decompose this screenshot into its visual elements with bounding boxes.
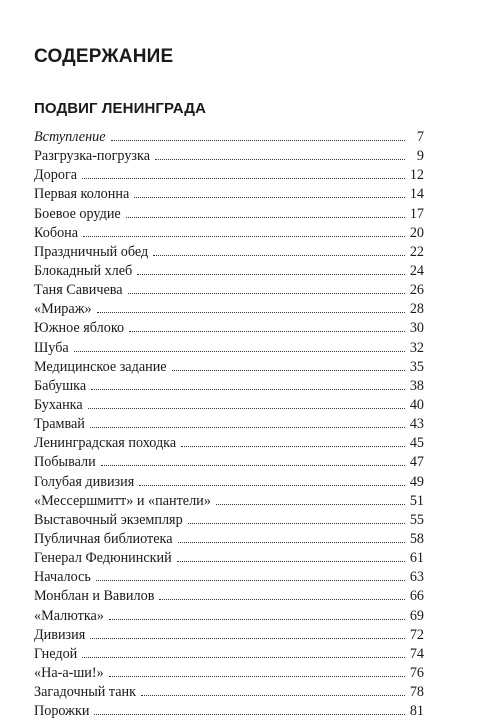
dot-leader <box>97 312 405 313</box>
toc-entry-page-number: 7 <box>416 129 424 145</box>
toc-entry-page-number: 47 <box>409 454 424 471</box>
dot-leader <box>178 542 405 543</box>
toc-entry-title: Дивизия <box>34 626 86 643</box>
toc-entry-title: Блокадный хлеб <box>34 262 133 279</box>
toc-entry-title: Первая колонна <box>34 186 130 203</box>
toc-entry-title: Кобона <box>34 224 79 241</box>
toc-entry-title: Генерал Федюнинский <box>34 550 172 567</box>
toc-entry-page-number: 20 <box>409 224 424 241</box>
toc-entry <box>34 511 424 530</box>
dot-leader <box>216 504 405 505</box>
dot-leader <box>109 676 405 677</box>
toc-entry <box>34 587 424 606</box>
dot-leader <box>82 178 405 179</box>
dot-leader <box>134 197 405 198</box>
toc-entry-page-number: 74 <box>409 645 424 662</box>
toc-entry-title: «Мираж» <box>34 301 92 318</box>
toc-entry <box>34 166 424 185</box>
dot-leader <box>83 236 405 237</box>
toc-entry-page-number: 40 <box>409 396 424 413</box>
toc-entry-title: Трамвай <box>34 416 85 433</box>
toc-entry <box>34 626 424 645</box>
toc-entry-page-number: 22 <box>409 243 424 260</box>
toc-entry-title: Выставочный экземпляр <box>34 511 183 528</box>
toc-entry <box>34 664 424 683</box>
toc-entry-page-number: 24 <box>409 262 424 279</box>
dot-leader <box>181 446 405 447</box>
page-title: СОДЕРЖАНИЕ <box>34 46 174 67</box>
toc-entry-title: Загадочный танк <box>34 684 137 701</box>
toc-entry-title: Монблан и Вавилов <box>34 588 155 605</box>
toc-entry-title: Южное яблоко <box>34 320 125 337</box>
toc-entry-page-number: 76 <box>409 664 424 681</box>
dot-leader <box>159 599 405 600</box>
dot-leader <box>126 217 405 218</box>
toc-entry <box>34 645 424 664</box>
toc-entry-page-number: 51 <box>409 492 424 509</box>
toc-entry-title: Голубая дивизия <box>34 473 135 490</box>
toc-entry-page-number: 9 <box>416 148 424 165</box>
toc-entry <box>34 243 424 262</box>
toc-entry-title: Гнедой <box>34 645 78 662</box>
toc-entry <box>34 128 424 147</box>
dot-leader <box>96 580 405 581</box>
toc-entry-page-number: 17 <box>409 205 424 222</box>
dot-leader <box>94 714 405 715</box>
toc-entry-title: Медицинское задание <box>34 358 167 375</box>
toc-entry <box>34 702 424 721</box>
table-of-contents <box>34 128 424 721</box>
dot-leader <box>88 408 405 409</box>
toc-entry-page-number: 58 <box>409 530 424 547</box>
toc-entry <box>34 396 424 415</box>
dot-leader <box>74 351 405 352</box>
toc-entry-title: Таня Савичева <box>34 282 123 299</box>
toc-entry-page-number: 12 <box>409 167 424 184</box>
toc-entry <box>34 683 424 702</box>
toc-entry-page-number: 26 <box>409 282 424 299</box>
toc-entry <box>34 473 424 492</box>
toc-entry <box>34 281 424 300</box>
dot-leader <box>128 293 405 294</box>
dot-leader <box>153 255 405 256</box>
dot-leader <box>111 140 405 141</box>
toc-entry-page-number: 81 <box>409 703 424 720</box>
toc-entry-page-number: 55 <box>409 511 424 528</box>
toc-entry <box>34 549 424 568</box>
toc-entry <box>34 147 424 166</box>
toc-entry <box>34 415 424 434</box>
dot-leader <box>91 389 405 390</box>
toc-entry <box>34 262 424 281</box>
toc-entry-title: Шуба <box>34 339 69 356</box>
toc-entry-page-number: 45 <box>409 435 424 452</box>
toc-entry <box>34 530 424 549</box>
dot-leader <box>82 657 405 658</box>
toc-entry <box>34 205 424 224</box>
toc-entry-page-number: 35 <box>409 358 424 375</box>
toc-entry-title: Боевое орудие <box>34 205 121 222</box>
dot-leader <box>139 485 405 486</box>
dot-leader <box>188 523 405 524</box>
toc-entry-page-number: 61 <box>409 550 424 567</box>
dot-leader <box>177 561 405 562</box>
toc-entry <box>34 453 424 472</box>
dot-leader <box>90 638 405 639</box>
toc-entry <box>34 300 424 319</box>
toc-entry <box>34 224 424 243</box>
toc-entry-page-number: 69 <box>409 607 424 624</box>
toc-entry-title: Побывали <box>34 454 96 471</box>
toc-entry <box>34 568 424 587</box>
toc-entry-title: «Малютка» <box>34 607 104 624</box>
dot-leader <box>90 427 405 428</box>
toc-entry <box>34 607 424 626</box>
dot-leader <box>172 370 405 371</box>
toc-entry-page-number: 30 <box>409 320 424 337</box>
toc-entry <box>34 377 424 396</box>
dot-leader <box>101 465 405 466</box>
toc-entry-page-number: 78 <box>409 684 424 701</box>
toc-entry-title: Вступление <box>34 129 106 145</box>
toc-entry <box>34 358 424 377</box>
toc-entry <box>34 339 424 358</box>
toc-entry-page-number: 43 <box>409 416 424 433</box>
dot-leader <box>129 331 405 332</box>
toc-entry <box>34 185 424 204</box>
toc-entry-title: Буханка <box>34 396 83 413</box>
toc-entry-title: Разгрузка-погрузка <box>34 148 151 165</box>
dot-leader <box>109 619 405 620</box>
toc-entry <box>34 434 424 453</box>
toc-entry-title: Дорога <box>34 167 78 184</box>
dot-leader <box>155 159 405 160</box>
toc-entry <box>34 319 424 338</box>
toc-entry <box>34 492 424 511</box>
toc-entry-page-number: 32 <box>409 339 424 356</box>
toc-entry-title: Праздничный обед <box>34 243 149 260</box>
toc-entry-title: Бабушка <box>34 377 87 394</box>
toc-entry-page-number: 72 <box>409 626 424 643</box>
toc-entry-page-number: 14 <box>409 186 424 203</box>
toc-entry-title: Порожки <box>34 703 90 720</box>
toc-entry-page-number: 38 <box>409 377 424 394</box>
toc-entry-title: Ленинградская походка <box>34 435 177 452</box>
section-title: ПОДВИГ ЛЕНИНГРАДА <box>34 100 206 117</box>
toc-entry-page-number: 28 <box>409 301 424 318</box>
toc-entry-title: Публичная библиотека <box>34 530 173 547</box>
toc-entry-page-number: 66 <box>409 588 424 605</box>
toc-entry-title: Началось <box>34 569 91 586</box>
dot-leader <box>137 274 405 275</box>
toc-entry-title: «Мессершмитт» и «пантели» <box>34 492 211 509</box>
toc-entry-title: «На-а-ши!» <box>34 664 104 681</box>
toc-entry-page-number: 49 <box>409 473 424 490</box>
toc-entry-page-number: 63 <box>409 569 424 586</box>
dot-leader <box>141 695 405 696</box>
